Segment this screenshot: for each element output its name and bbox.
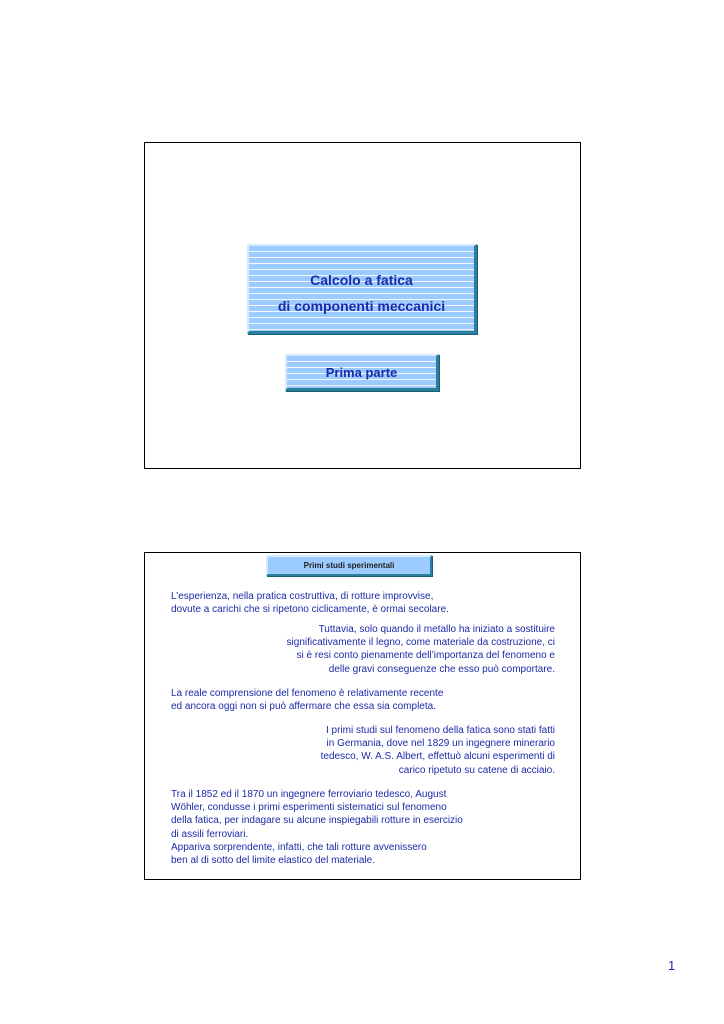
text-line: della fatica, per indagare su alcune inspiegabili rotture in esercizio — [171, 815, 463, 827]
text-line: ed ancora oggi non si può affermare che essa sia completa. — [171, 701, 436, 713]
text-line: tedesco, W. A.S. Albert, effettuò alcuni esperimenti di — [320, 751, 555, 763]
slide-2 — [144, 552, 581, 880]
text-line: si è resi conto pienamente dell’importanza del fenomeno e — [296, 650, 555, 662]
text-line: Tra il 1852 ed il 1870 un ingegnere ferroviario tedesco, August — [171, 789, 447, 800]
subtitle-box — [285, 354, 439, 391]
text-line: in Germania, dove nel 1829 un ingegnere minerario — [326, 738, 555, 750]
section-title-box — [266, 555, 432, 576]
text-line: significativamente il legno, come materiale da costruzione, ci — [286, 637, 555, 649]
text-line: Appariva sorprendente, infatti, che tali rotture avvenissero — [171, 841, 427, 853]
text-line: carico ripetuto su catene di acciaio. — [398, 764, 555, 776]
text-line: La reale comprensione del fenomeno è relativamente recente — [171, 688, 444, 699]
paragraph-2 — [287, 623, 555, 676]
subtitle-text: Prima parte — [325, 365, 398, 380]
page-number: 1 — [668, 958, 676, 973]
paragraph-5 — [171, 788, 463, 867]
text-line: ben al di sotto del limite elastico del materiale. — [171, 855, 375, 867]
text-line: I primi studi sul fenomeno della fatica sono stati fatti — [325, 725, 555, 736]
main-title-line-2: di componenti meccanici — [277, 298, 446, 314]
text-line: L’esperienza, nella pratica costruttiva, di rotture improvvise, — [171, 591, 434, 602]
text-line: di assili ferroviari. — [171, 828, 249, 840]
paragraph-4 — [321, 724, 555, 777]
text-line: dovute a carichi che si ripetono ciclicamente, è ormai secolare. — [171, 604, 449, 616]
text-line: Wöhler, condusse i primi esperimenti sistematici sul fenomeno — [171, 802, 447, 814]
paragraph-3 — [171, 687, 443, 713]
paragraph-1 — [171, 590, 449, 616]
main-title-box — [247, 244, 477, 334]
text-line: Tuttavia, solo quando il metallo ha iniziato a sostituire — [318, 624, 555, 635]
section-title: Primi studi sperimentali — [303, 561, 395, 570]
text-line: delle gravi conseguenze che esso può comportare. — [328, 663, 555, 675]
main-title-line-1: Calcolo a fatica — [310, 272, 413, 288]
slide-1 — [144, 142, 581, 469]
